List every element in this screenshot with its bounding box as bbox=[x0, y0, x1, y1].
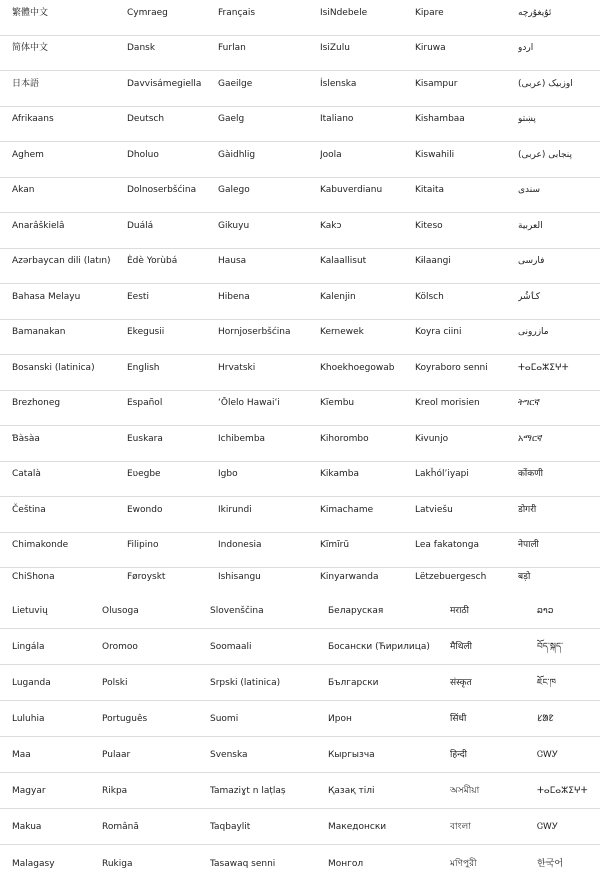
language-row bbox=[0, 809, 600, 845]
language-option[interactable]: پنجابی (عربی) bbox=[518, 149, 573, 160]
language-option[interactable]: Қазақ тілі bbox=[328, 786, 375, 796]
language-option[interactable]: Kɨlaangi bbox=[415, 256, 451, 267]
language-option[interactable]: Latviešu bbox=[415, 504, 453, 515]
language-option[interactable]: Kisampur bbox=[415, 78, 458, 89]
language-option[interactable]: Duálá bbox=[127, 220, 154, 231]
language-option[interactable]: Ishisangu bbox=[218, 572, 261, 582]
language-option[interactable]: Føroyskt bbox=[127, 572, 166, 582]
language-row bbox=[0, 178, 600, 214]
language-row bbox=[0, 593, 600, 629]
language-option[interactable]: Soomaali bbox=[210, 642, 252, 652]
language-row bbox=[0, 737, 600, 773]
language-option[interactable]: Deutsch bbox=[127, 114, 165, 125]
language-option[interactable]: Dholuo bbox=[127, 149, 159, 160]
language-option[interactable]: বাংলা bbox=[450, 822, 471, 832]
language-option[interactable]: Eʋegbe bbox=[127, 469, 161, 480]
language-option[interactable]: Lingála bbox=[12, 642, 45, 652]
language-row bbox=[0, 213, 600, 249]
language-row bbox=[0, 355, 600, 391]
language-row bbox=[0, 0, 600, 36]
language-option[interactable]: बड़ो bbox=[518, 572, 531, 582]
language-option[interactable]: 繁體中文 bbox=[12, 7, 49, 18]
language-option[interactable]: ትግርኛ bbox=[518, 398, 540, 409]
language-option[interactable]: नेपाली bbox=[518, 540, 539, 551]
language-row bbox=[0, 284, 600, 320]
language-option[interactable]: Brezhoneg bbox=[12, 398, 61, 409]
language-option[interactable]: Kalenjin bbox=[320, 291, 356, 302]
language-option[interactable]: IsiNdebele bbox=[320, 7, 368, 18]
language-row bbox=[0, 845, 600, 881]
language-option[interactable]: བོད་སྐད་ bbox=[537, 642, 564, 652]
language-option[interactable]: Davvisámegiella bbox=[127, 78, 202, 89]
language-option[interactable]: Kiteso bbox=[415, 220, 443, 231]
language-option[interactable]: Akan bbox=[12, 185, 35, 196]
language-option[interactable]: Català bbox=[12, 469, 41, 480]
language-option[interactable]: Aghem bbox=[12, 149, 44, 160]
language-row bbox=[0, 426, 600, 462]
language-option[interactable]: Azərbaycan dili (latın) bbox=[12, 256, 111, 267]
language-option[interactable]: ئۇيغۇرچە bbox=[518, 7, 552, 18]
language-option[interactable]: Hibena bbox=[218, 291, 250, 302]
language-option[interactable]: Hausa bbox=[218, 256, 247, 267]
language-option[interactable]: Български bbox=[328, 678, 379, 688]
language-option[interactable]: Монгол bbox=[328, 858, 364, 869]
language-option[interactable]: Ewondo bbox=[127, 504, 163, 515]
language-row bbox=[0, 36, 600, 72]
language-option[interactable]: Hrvatski bbox=[218, 362, 256, 373]
language-option[interactable]: አማርኛ bbox=[518, 433, 543, 444]
language-option[interactable]: Кыргызча bbox=[328, 750, 375, 760]
language-option[interactable]: डोगरी bbox=[518, 504, 537, 515]
language-option[interactable]: العربية bbox=[518, 220, 543, 231]
language-option[interactable]: Bosanski (latinica) bbox=[12, 362, 95, 373]
language-option[interactable]: ChiShona bbox=[12, 572, 55, 582]
language-option[interactable]: Kreol morisien bbox=[415, 398, 480, 409]
language-option[interactable]: Español bbox=[127, 398, 163, 409]
language-row bbox=[0, 249, 600, 285]
language-option[interactable]: Euskara bbox=[127, 433, 163, 444]
language-option[interactable]: ᏣᎳᎩ bbox=[537, 822, 559, 832]
language-option[interactable]: हिन्दी bbox=[450, 750, 468, 760]
language-option[interactable]: Rikpa bbox=[102, 786, 128, 796]
language-option[interactable]: اوزبیک (عربی) bbox=[518, 78, 573, 89]
language-option[interactable]: Tamaziɣt n laṭlaṣ bbox=[210, 786, 286, 796]
language-option[interactable]: संस्कृत bbox=[450, 678, 472, 688]
language-option[interactable]: सिंधी bbox=[450, 714, 467, 724]
language-option[interactable]: ⵜⴰⵎⴰⵣⵉⵖⵜ bbox=[537, 786, 588, 796]
language-option[interactable]: Lea fakatonga bbox=[415, 540, 479, 551]
language-option[interactable]: Italiano bbox=[320, 114, 354, 125]
language-row bbox=[0, 701, 600, 737]
language-option[interactable]: Kakɔ bbox=[320, 220, 342, 231]
language-option[interactable]: मैथिली bbox=[450, 642, 472, 652]
language-option[interactable]: IsiZulu bbox=[320, 43, 350, 54]
language-option[interactable]: Furlan bbox=[218, 43, 246, 54]
language-option[interactable]: Filipino bbox=[127, 540, 159, 551]
language-option[interactable]: Kishambaa bbox=[415, 114, 465, 125]
language-row bbox=[0, 462, 600, 498]
language-option[interactable]: Luganda bbox=[12, 678, 51, 688]
language-option[interactable]: Polski bbox=[102, 678, 128, 688]
language-option[interactable]: Português bbox=[102, 714, 148, 724]
language-option[interactable]: Anarâškielâ bbox=[12, 220, 65, 231]
language-option[interactable]: Lëtzebuergesch bbox=[415, 572, 487, 582]
language-option[interactable]: Kabuverdianu bbox=[320, 185, 383, 196]
language-option[interactable]: Cymraeg bbox=[127, 7, 168, 18]
language-option[interactable]: Khoekhoegowab bbox=[320, 362, 395, 373]
language-option[interactable]: پښتو bbox=[518, 114, 536, 125]
language-option[interactable]: Kiswahili bbox=[415, 149, 455, 160]
language-option[interactable]: Dansk bbox=[127, 43, 156, 54]
language-row bbox=[0, 320, 600, 356]
language-row bbox=[0, 629, 600, 665]
language-option[interactable]: Français bbox=[218, 7, 256, 18]
language-option[interactable]: मराठी bbox=[450, 606, 469, 616]
language-option[interactable]: Kiruwa bbox=[415, 43, 446, 54]
language-option[interactable]: 한국어 bbox=[537, 858, 564, 869]
language-option[interactable]: অসমীয়া bbox=[450, 786, 480, 796]
language-row bbox=[0, 71, 600, 107]
language-option[interactable]: Ekegusii bbox=[127, 327, 165, 338]
language-row bbox=[0, 107, 600, 143]
language-option[interactable]: Afrikaans bbox=[12, 114, 54, 125]
language-option[interactable]: Slovenščina bbox=[210, 606, 264, 616]
language-row bbox=[0, 497, 600, 533]
language-option[interactable]: Malagasy bbox=[12, 858, 55, 869]
language-option[interactable]: Olusoga bbox=[102, 606, 139, 616]
language-option[interactable]: Gàidhlig bbox=[218, 149, 256, 160]
language-option[interactable]: Kipare bbox=[415, 7, 444, 18]
language-option[interactable]: Srpski (latinica) bbox=[210, 678, 281, 688]
language-row bbox=[0, 665, 600, 701]
language-option[interactable]: ᏣᎳᎩ bbox=[537, 750, 559, 760]
language-option[interactable]: Bahasa Melayu bbox=[12, 291, 81, 302]
language-option[interactable]: Ɓàsàa bbox=[12, 433, 40, 444]
language-option[interactable]: Kɨvunjo bbox=[415, 433, 449, 444]
language-option[interactable]: سندی bbox=[518, 185, 541, 196]
language-option[interactable]: Македонски bbox=[328, 822, 387, 832]
language-option[interactable]: Kölsch bbox=[415, 291, 444, 302]
language-option[interactable]: Kinyarwanda bbox=[320, 572, 379, 582]
language-option[interactable]: Joola bbox=[320, 149, 342, 160]
language-option[interactable]: Koyra ciini bbox=[415, 327, 462, 338]
language-option[interactable]: Svenska bbox=[210, 750, 248, 760]
language-option[interactable]: Kalaallisut bbox=[320, 256, 367, 267]
language-option[interactable]: Ichibemba bbox=[218, 433, 266, 444]
language-option[interactable]: कोंकणी bbox=[518, 469, 543, 480]
language-option[interactable]: Suomi bbox=[210, 714, 239, 724]
language-option[interactable]: 简体中文 bbox=[12, 43, 49, 54]
language-option[interactable]: Lakȟólʼiyapi bbox=[415, 469, 469, 480]
language-option[interactable]: ᱥᱟᱱ bbox=[537, 714, 554, 724]
language-row bbox=[0, 568, 600, 595]
language-option[interactable]: Gaeilge bbox=[218, 78, 253, 89]
language-option[interactable]: Kimachame bbox=[320, 504, 374, 515]
language-row bbox=[0, 533, 600, 569]
language-row bbox=[0, 142, 600, 178]
language-option[interactable]: Ирон bbox=[328, 714, 352, 724]
language-option[interactable]: Čeština bbox=[12, 504, 46, 515]
language-option[interactable]: Беларуская bbox=[328, 606, 384, 616]
language-option[interactable]: Lietuvių bbox=[12, 606, 48, 616]
language-option[interactable]: مازرونی bbox=[518, 327, 549, 338]
language-option[interactable]: ཇོང་ཁ bbox=[537, 678, 556, 688]
language-option[interactable]: ʻŌlelo Hawaiʻi bbox=[218, 398, 280, 409]
language-option[interactable]: Chimakonde bbox=[12, 540, 69, 551]
language-option[interactable]: Română bbox=[102, 822, 139, 832]
language-option[interactable]: فارسی bbox=[518, 256, 545, 267]
language-option[interactable]: Bamanakan bbox=[12, 327, 66, 338]
language-option[interactable]: Hornjoserbšćina bbox=[218, 327, 291, 338]
language-option[interactable]: Kihorombo bbox=[320, 433, 369, 444]
language-option[interactable]: Galego bbox=[218, 185, 250, 196]
language-option[interactable]: کٲشُر bbox=[518, 291, 541, 302]
language-option[interactable]: ⵜⴰⵎⴰⵣⵉⵖⵜ bbox=[518, 362, 569, 373]
language-option[interactable]: Igbo bbox=[218, 469, 238, 480]
language-option[interactable]: ລາວ bbox=[537, 606, 554, 616]
language-option[interactable]: Èdè Yorùbá bbox=[127, 256, 178, 267]
language-option[interactable]: Gikuyu bbox=[218, 220, 250, 231]
language-option[interactable]: Pulaar bbox=[102, 750, 131, 760]
language-option[interactable]: Босански (Ћирилица) bbox=[328, 642, 430, 652]
language-option[interactable]: Kĩmĩrũ bbox=[320, 540, 350, 551]
language-grid-bottom bbox=[0, 593, 600, 881]
language-option[interactable]: Taqbaylit bbox=[210, 822, 251, 832]
language-option[interactable]: Eesti bbox=[127, 291, 149, 302]
language-option[interactable]: Íslenska bbox=[320, 78, 357, 89]
language-option[interactable]: Makua bbox=[12, 822, 42, 832]
language-option[interactable]: Luluhia bbox=[12, 714, 45, 724]
language-option[interactable]: মণিপুরী bbox=[450, 858, 477, 869]
language-option[interactable]: Magyar bbox=[12, 786, 46, 796]
language-option[interactable]: Oromoo bbox=[102, 642, 138, 652]
language-option[interactable]: Gaelg bbox=[218, 114, 245, 125]
language-option[interactable]: English bbox=[127, 362, 160, 373]
language-row bbox=[0, 391, 600, 427]
language-option[interactable]: Dolnoserbšćina bbox=[127, 185, 197, 196]
language-option[interactable]: Koyraboro senni bbox=[415, 362, 488, 373]
language-option[interactable]: Kernewek bbox=[320, 327, 364, 338]
language-option[interactable]: Tasawaq senni bbox=[210, 858, 276, 869]
language-row bbox=[0, 773, 600, 809]
language-option[interactable]: Indonesia bbox=[218, 540, 262, 551]
language-option[interactable]: Kitaita bbox=[415, 185, 444, 196]
language-option[interactable]: Ikirundi bbox=[218, 504, 252, 515]
language-option[interactable]: 日本語 bbox=[12, 78, 40, 89]
language-option[interactable]: Maa bbox=[12, 750, 31, 760]
language-option[interactable]: اردو bbox=[518, 43, 534, 54]
language-option[interactable]: Kĩembu bbox=[320, 398, 355, 409]
language-option[interactable]: Kikamba bbox=[320, 469, 359, 480]
language-option[interactable]: Rukiga bbox=[102, 858, 133, 869]
